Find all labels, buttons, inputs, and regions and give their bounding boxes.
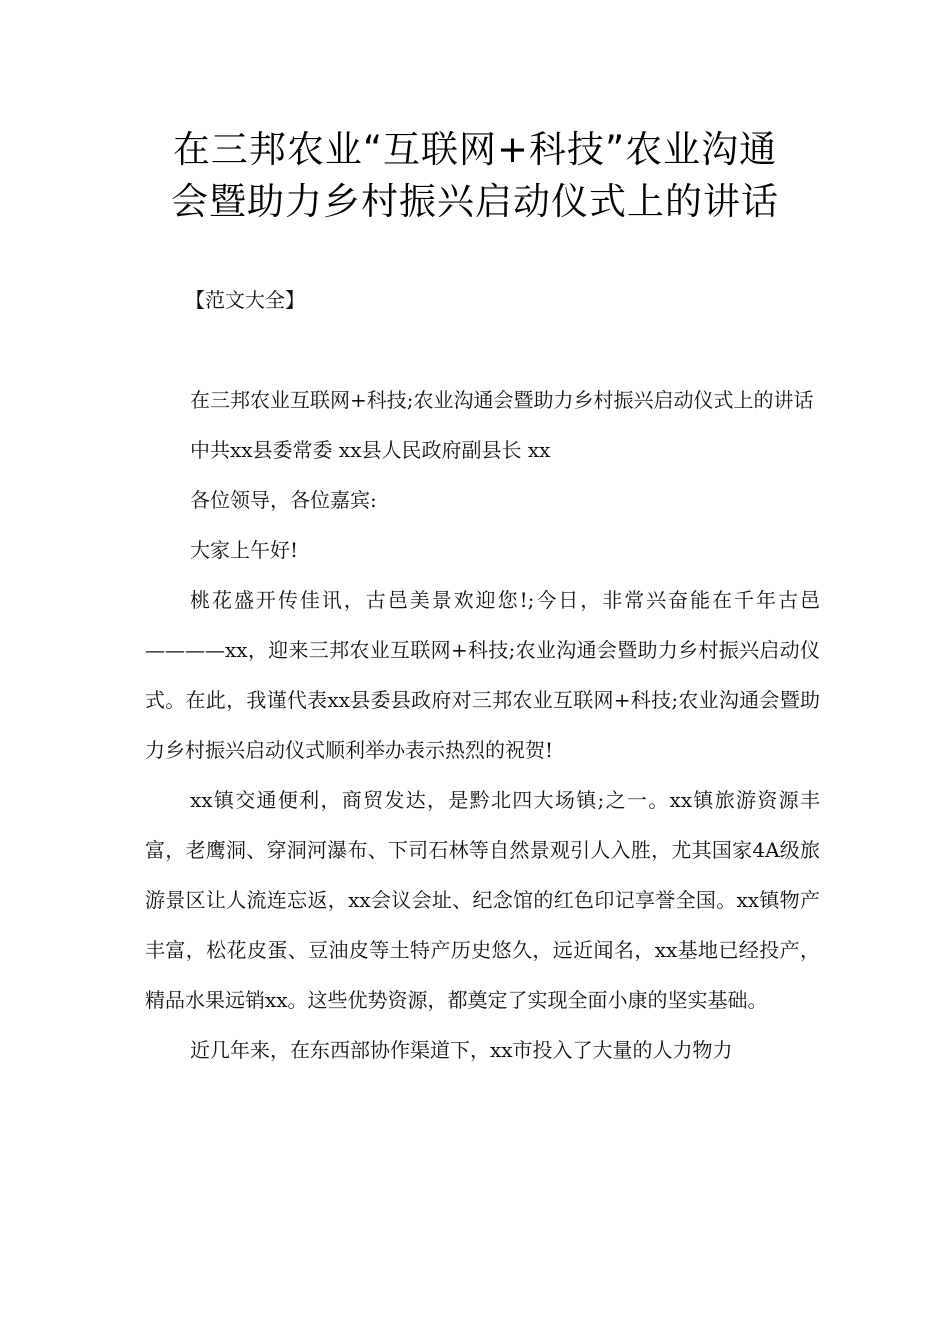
paragraph-cooperation: 近几年来，在东西部协作渠道下，xx市投入了大量的人力物力 (190, 1038, 733, 1062)
paragraph-salutation: 各位领导，各位嘉宾: (190, 488, 377, 512)
paragraph-list (145, 375, 820, 1075)
paragraph-speech-heading: 在三邦农业互联网+科技;农业沟通会暨助力乡村振兴启动仪式上的讲话 (190, 388, 814, 412)
paragraph-town-intro: xx镇交通便利，商贸发达，是黔北四大场镇;之一。xx镇旅游资源丰富，老鹰洞、穿洞河瀑布、下司石林等自然景观引人入胜，尤其国家4A级旅游景区让人流连忘返，xx会议会址、纪念馆的红色印记享誉全国。xx镇物产丰富，松花皮蛋、豆油皮等土特产历史悠久，远近闻名，xx基地已经投产，精品水果远销xx。这些优势资源，都奠定了实现全面小康的坚实基础。 (145, 788, 820, 1012)
document-title (100, 124, 850, 228)
category-tag: 【范文大全】 (185, 288, 305, 312)
paragraph-speaker: 中共xx县委常委 xx县人民政府副县长 xx (190, 438, 551, 462)
title-line: 在三邦农业“互联网+科技”农业沟通 (172, 128, 778, 171)
title-line: 会暨助力乡村振兴启动仪式上的讲话 (171, 180, 779, 223)
document-body (145, 280, 820, 1075)
paragraph-welcome: 桃花盛开传佳讯，古邑美景欢迎您!;今日，非常兴奋能在千年古邑————xx，迎来三邦农业互联网+科技;农业沟通会暨助力乡村振兴启动仪式。在此，我谨代表xx县委县政府对三邦农业互联网+科技;农业沟通会暨助力乡村振兴启动仪式顺利举办表示热烈的祝贺! (145, 588, 820, 762)
paragraph-greeting: 大家上午好! (190, 538, 299, 562)
